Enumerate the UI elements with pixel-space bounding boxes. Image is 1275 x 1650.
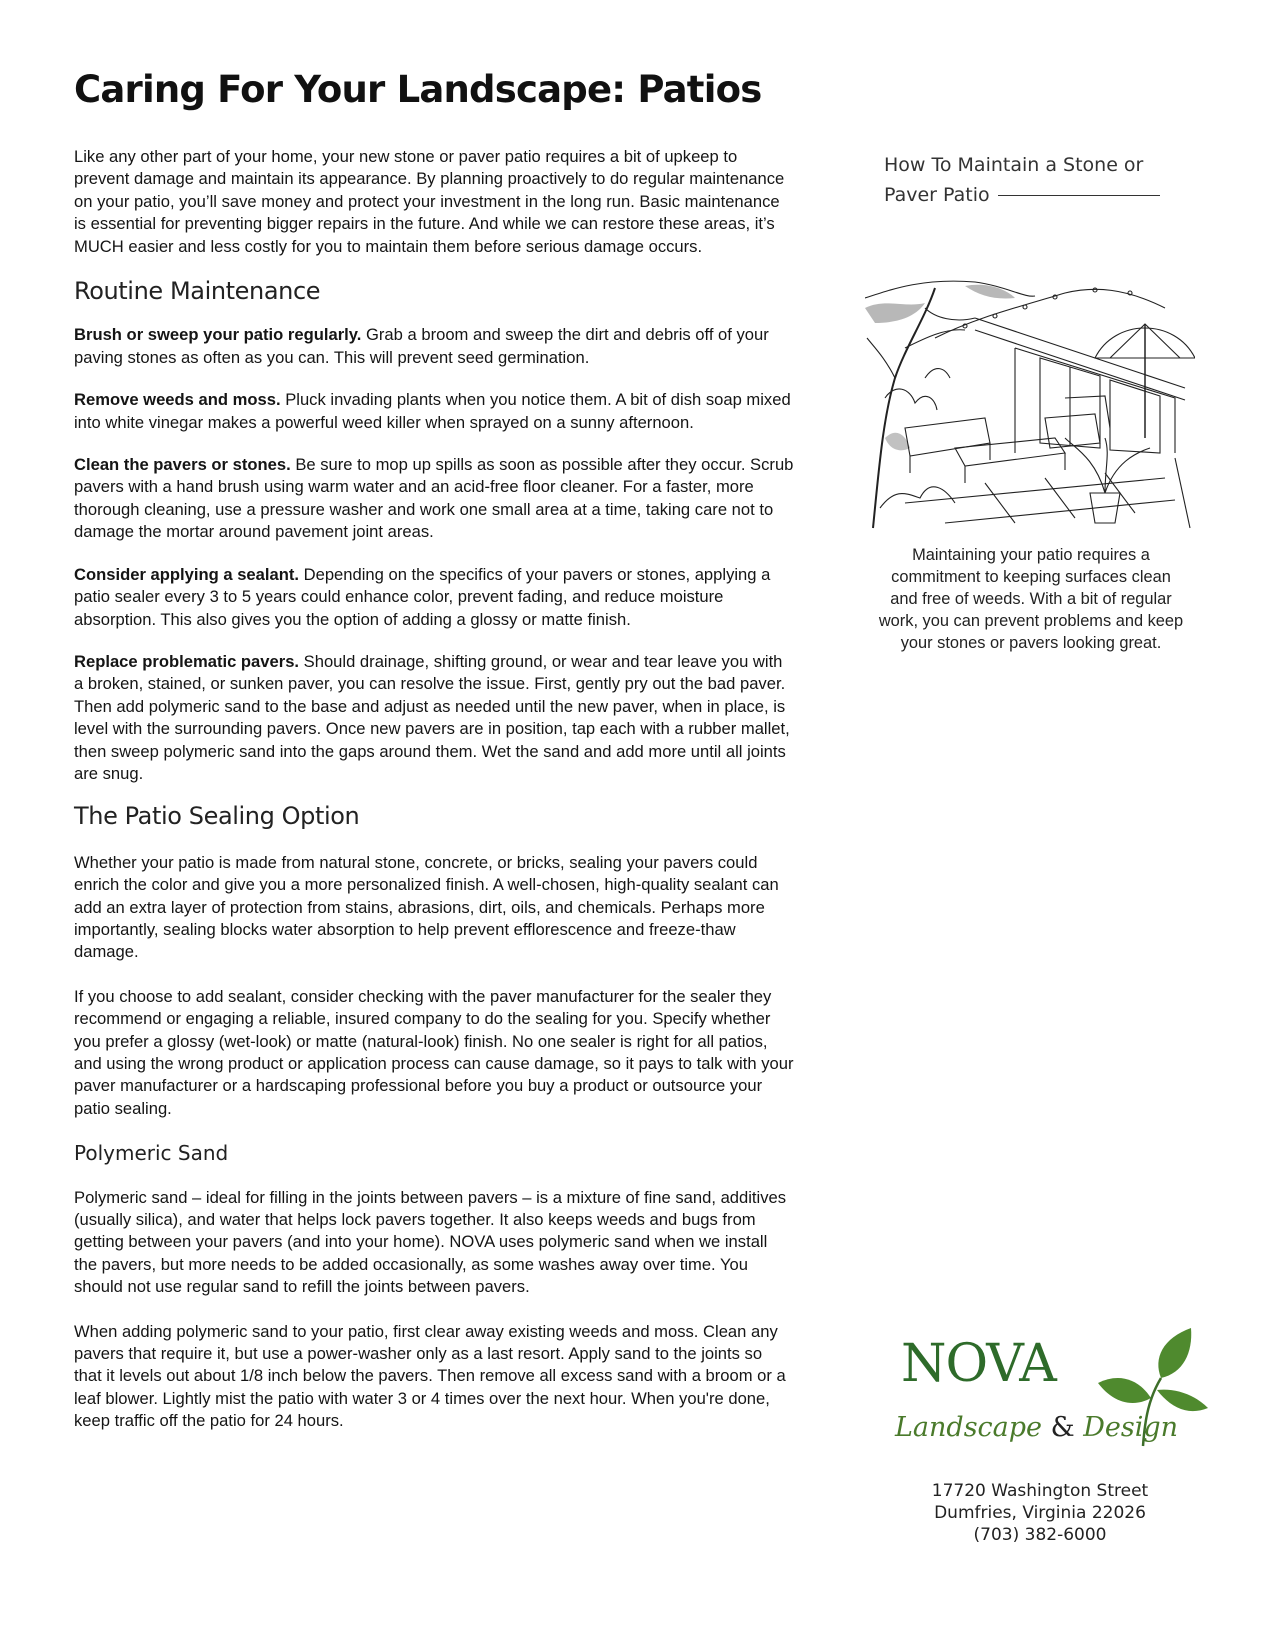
routine-item-lead: Brush or sweep your patio regularly. bbox=[74, 325, 362, 345]
logo-ampersand: & bbox=[1050, 1412, 1075, 1443]
routine-item-lead: Remove weeds and moss. bbox=[74, 390, 281, 410]
main-column bbox=[74, 146, 794, 1455]
logo-wordmark: NOVA bbox=[901, 1334, 1056, 1394]
routine-item-lead: Consider applying a sealant. bbox=[74, 564, 299, 584]
routine-item bbox=[74, 324, 794, 369]
company-logo bbox=[895, 1328, 1215, 1458]
routine-item-text: Grab a broom and sweep the dirt and debris off of your paving stones as often as you can. This will prevent seed germination. bbox=[74, 325, 769, 367]
heading-rule bbox=[998, 195, 1160, 196]
page-title: Caring For Your Landscape: Patios bbox=[74, 68, 762, 111]
routine-heading: Routine Maintenance bbox=[74, 277, 321, 306]
logo-subtitle-right: Design bbox=[1074, 1412, 1179, 1443]
sealing-paragraph: If you choose to add sealant, consider checking with the paver manufacturer for the sealer they recommend or engaging a reliable, insured company to do the sealing for you. Specify whether you prefer a glossy (wet-look) or matte (natural-look) finish. No one sealer is right for all patios, and using the wrong product or application process can cause damage, so it pays to talk with your paver manufacturer or a hardscaping professional before you buy a product or outsource your patio sealing. bbox=[74, 986, 794, 1118]
routine-item-lead: Clean the pavers or stones. bbox=[74, 455, 291, 475]
routine-item-text: Be sure to mop up spills as soon as possible after they occur. Scrub pavers with a hand brush using warm water and an acid-free floor cleaner. For a faster, more thorough cleaning, use a pressure washer and work one small area at a time, taking care not to damage the mortar around pavement joint areas. bbox=[74, 455, 794, 542]
sidebar-heading-row bbox=[884, 180, 1184, 210]
routine-item bbox=[74, 651, 794, 785]
intro-paragraph: Like any other part of your home, your new stone or paver patio requires a bit of upkeep to prevent damage and maintain its appearance. By planning proactively to do regular maintenance on your patio, you’ll save money and protect your investment in the long run. Basic maintenance is essential for preventing bigger repairs in the future. And while we can restore these areas, it’s MUCH easier and less costly for you to maintain them before serious damage occurs. bbox=[74, 147, 785, 256]
sketch-caption: Maintaining your patio requires a commitment to keeping surfaces clean and free of weeds. With a bit of regular work, you can prevent problems and keep your stones or pavers looking great. bbox=[878, 546, 1184, 652]
polymeric-paragraph: Polymeric sand – ideal for filling in the joints between pavers – is a mixture of fine sand, additives (usually silica), and water that helps lock pavers together. It also keeps weeds and bugs from getting between your pavers (and into your home). NOVA uses polymeric sand when we install the pavers, but more needs to be added occasionally, as some washes away over time. You should not use regular sand to refill the joints between pavers. bbox=[74, 1187, 787, 1297]
polymeric-heading: Polymeric Sand bbox=[74, 1141, 229, 1166]
address-phone: (703) 382-6000 bbox=[973, 1525, 1107, 1545]
sidebar-heading bbox=[884, 150, 1184, 210]
logo-subtitle-left: Landscape bbox=[895, 1412, 1051, 1443]
polymeric-paragraph: When adding polymeric sand to your patio, first clear away existing weeds and moss. Clean any pavers that require it, but use a power-washer only as a last resort. Apply sand to the joints so that it levels out about 1/8 inch below the pavers. Then remove all excess sand with a broom or a leaf blower. Lightly mist the patio with water 3 or 4 times over the next hour. When you're done, keep traffic off the patio for 24 hours. bbox=[74, 1321, 786, 1431]
routine-item bbox=[74, 454, 794, 544]
address-street: 17720 Washington Street bbox=[931, 1481, 1149, 1501]
sidebar-heading-line1: How To Maintain a Stone or bbox=[884, 154, 1144, 176]
company-address bbox=[900, 1480, 1180, 1546]
routine-item bbox=[74, 564, 794, 631]
sealing-heading: The Patio Sealing Option bbox=[74, 802, 360, 831]
routine-item-text: Pluck invading plants when you notice them. A bit of dish soap mixed into white vinegar makes a powerful weed killer when sprayed on a sunny afternoon. bbox=[74, 390, 791, 432]
routine-item-text: Should drainage, shifting ground, or wear and tear leave you with a broken, stained, or sunken paver, you can resolve the issue. First, gently pry out the bad paver. Then add polymeric sand to the base and adjust as needed until the new paver, when in place, is level with the surrounding pavers. Once new pavers are in position, tap each with a rubber mallet, then sweep polymeric sand into the gaps around them. Wet the sand and add more until all joints are snug. bbox=[74, 651, 790, 783]
address-city: Dumfries, Virginia 22026 bbox=[934, 1503, 1146, 1523]
routine-item-lead: Replace problematic pavers. bbox=[74, 651, 300, 671]
sidebar-heading-line2: Paver Patio bbox=[884, 184, 990, 206]
sealing-paragraph: Whether your patio is made from natural stone, concrete, or bricks, sealing your pavers could enrich the color and give you a more personalized finish. A well-chosen, high-quality sealant can add an extra layer of protection from stains, abrasions, dirt, oils, and chemicals. Perhaps more importantly, sealing blocks water absorption to help prevent efflorescence and freeze-thaw damage. bbox=[74, 852, 779, 962]
routine-item-text: Depending on the specifics of your pavers or stones, applying a patio sealer every 3 to 5 years could enhance color, prevent fading, and reduce moisture absorption. This also gives you the option of adding a glossy or matte finish. bbox=[74, 564, 771, 629]
routine-item bbox=[74, 389, 794, 434]
patio-sketch-illustration bbox=[865, 278, 1195, 530]
leaf-icon bbox=[1083, 1328, 1213, 1448]
